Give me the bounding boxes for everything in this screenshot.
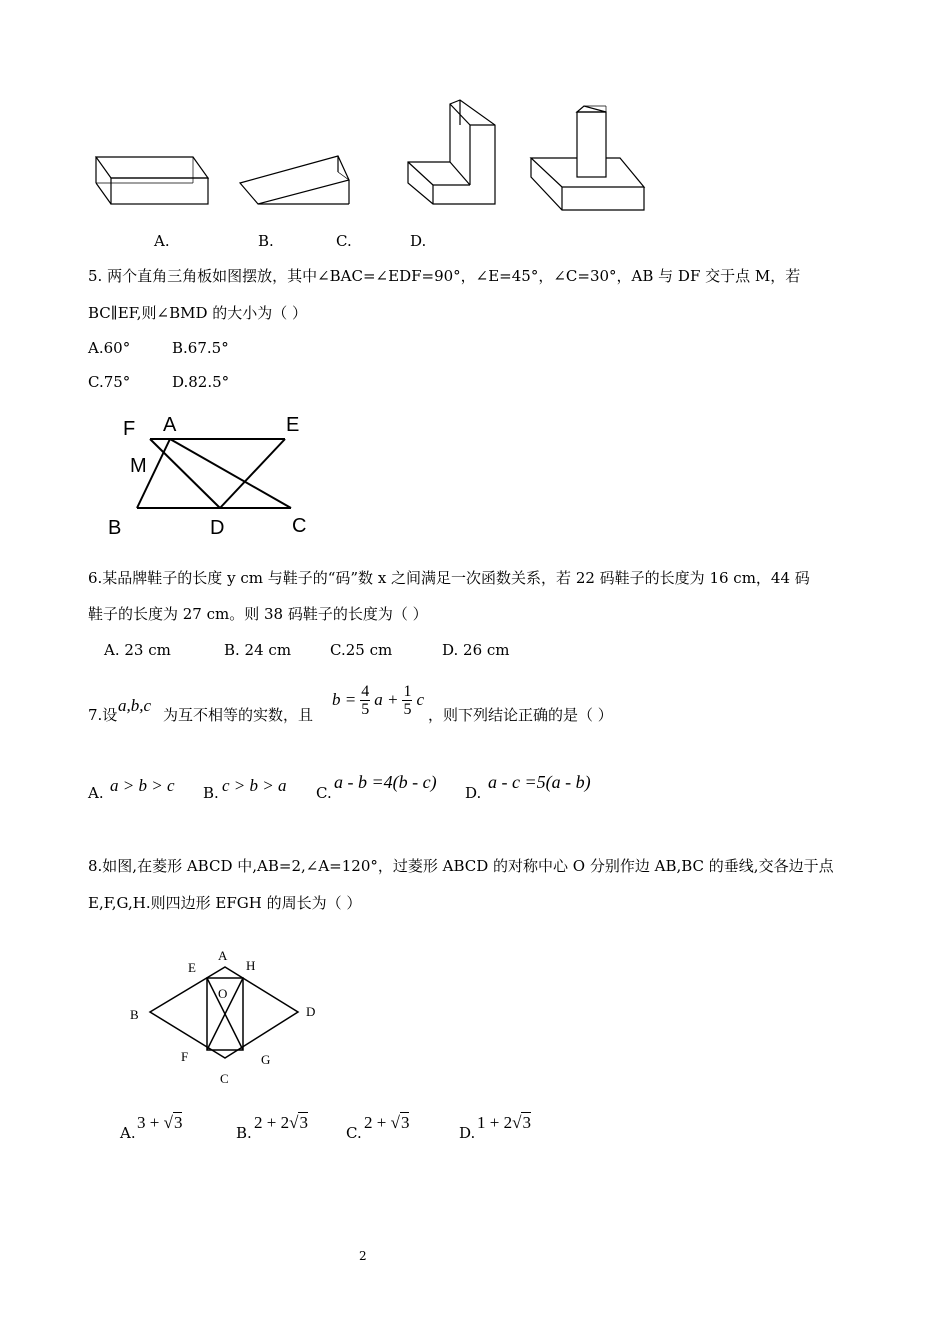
q7-option-d-label: D. xyxy=(465,784,482,802)
q7-frac1-den: 5 xyxy=(361,700,370,718)
q7-frac1-num: 4 xyxy=(361,682,370,700)
q4-option-d: D. xyxy=(410,232,427,250)
q7-frac2-num: 1 xyxy=(403,682,412,700)
fig8-label-a: A xyxy=(218,948,228,963)
fig8-label-c: C xyxy=(220,1071,229,1086)
fig8-label-o: O xyxy=(218,986,228,1001)
q7-vars: a,b,c xyxy=(118,696,152,715)
q4-option-a: A. xyxy=(154,232,170,250)
q7-eq-lhs: b = xyxy=(332,690,357,709)
q8-option-d-rad: 3 xyxy=(522,1113,531,1132)
fig5-label-m: M xyxy=(130,455,147,477)
q4-option-b: B. xyxy=(258,232,274,250)
q8-option-c-pre: 2 + xyxy=(364,1113,391,1132)
q8-option-d-expr: 1 + 2√3 xyxy=(477,1113,531,1132)
q7-option-a-expr: a > b > c xyxy=(110,776,175,795)
q7-eq-mid: a + xyxy=(374,690,399,709)
q8-line1: 8.如图,在菱形 ABCD 中,AB=2,∠A=120°，过菱形 ABCD 的对称中心 O 分别作边 AB,BC 的垂线,交各边于点 xyxy=(88,857,834,875)
fig5-label-d: D xyxy=(210,517,225,539)
q5-line1: 5. 两个直角三角板如图摆放，其中∠BAC=∠EDF=90°，∠E=45°，∠C=30°，AB 与 DF 交于点 M，若 xyxy=(88,267,801,285)
q8-option-b-pre: 2 + 2 xyxy=(254,1113,290,1132)
q5-option-c: C.75° xyxy=(88,373,131,391)
q7-option-b-expr: c > b > a xyxy=(222,776,287,795)
q7-prefix: 7.设 xyxy=(88,706,118,724)
q8-option-c-label: C. xyxy=(346,1124,362,1142)
q8-option-a-expr: 3 + √3 xyxy=(137,1113,183,1132)
q8-option-b-rad: 3 xyxy=(299,1113,308,1132)
q8-option-a-rad: 3 xyxy=(173,1113,183,1132)
page-number: 2 xyxy=(359,1249,367,1263)
q7-frac2-den: 5 xyxy=(403,700,412,718)
q7-middle: 为互不相等的实数，且 xyxy=(163,706,314,724)
q7-option-c-label: C. xyxy=(316,784,332,802)
q8-option-c-rad: 3 xyxy=(400,1113,410,1132)
q8-line2: E,F,G,H.则四边形 EFGH 的周长为（ ） xyxy=(88,894,362,912)
q6-option-b: B. 24 cm xyxy=(224,641,292,659)
fig8-label-h: H xyxy=(246,958,256,973)
fig5-label-a: A xyxy=(163,414,177,436)
fig5-label-b: B xyxy=(108,517,122,539)
q8-option-a-pre: 3 + xyxy=(137,1113,164,1132)
q8-option-b-label: B. xyxy=(236,1124,252,1142)
q7-option-a-label: A. xyxy=(88,784,104,802)
fig8-label-g: G xyxy=(261,1052,271,1067)
q6-line2: 鞋子的长度为 27 cm。则 38 码鞋子的长度为（ ） xyxy=(88,605,428,623)
q4-option-c: C. xyxy=(336,232,352,250)
q7-option-c-expr: a - b =4(b - c) xyxy=(334,772,437,792)
fig8-label-d: D xyxy=(306,1004,316,1019)
q7-suffix: ，则下列结论正确的是（ ） xyxy=(428,706,613,724)
fig8-label-e: E xyxy=(188,960,196,975)
fig5-label-f: F xyxy=(123,418,136,440)
q7-option-d-expr: a - c =5(a - b) xyxy=(488,772,591,792)
q8-option-a-label: A. xyxy=(120,1124,136,1142)
fig8-label-b: B xyxy=(130,1007,139,1022)
fig5-label-c: C xyxy=(292,515,307,537)
fig8-label-f: F xyxy=(181,1049,189,1064)
q6-option-a: A. 23 cm xyxy=(104,641,171,659)
fig5-label-e: E xyxy=(286,414,300,436)
q8-option-c-expr: 2 + √3 xyxy=(364,1113,410,1132)
q5-option-b: B.67.5° xyxy=(172,339,229,357)
q8-option-d-label: D. xyxy=(459,1124,476,1142)
q6-option-c: C.25 cm xyxy=(330,641,393,659)
q6-option-d: D. 26 cm xyxy=(442,641,510,659)
q5-line2: BC∥EF,则∠BMD 的大小为（ ） xyxy=(88,304,308,322)
q5-option-d: D.82.5° xyxy=(172,373,230,391)
q8-option-b-expr: 2 + 2√3 xyxy=(254,1113,308,1132)
q7-eq-end: c xyxy=(416,690,425,709)
q7-option-b-label: B. xyxy=(203,784,219,802)
q8-option-d-pre: 1 + 2 xyxy=(477,1113,513,1132)
q6-line1: 6.某品牌鞋子的长度 y cm 与鞋子的“码”数 x 之间满足一次函数关系，若 22 码鞋子的长度为 16 cm，44 码 xyxy=(88,569,810,587)
q5-option-a: A.60° xyxy=(88,339,131,357)
